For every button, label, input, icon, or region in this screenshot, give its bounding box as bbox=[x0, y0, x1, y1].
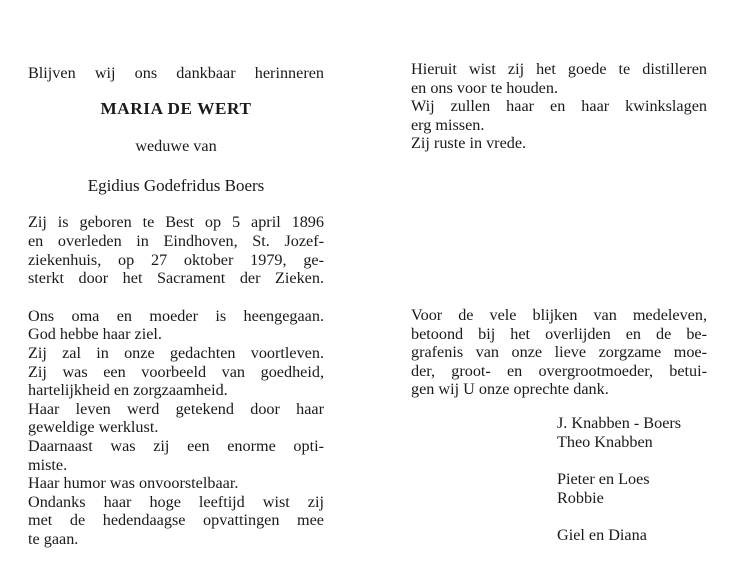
closing-line: en ons voor te houden. bbox=[411, 78, 559, 97]
bio-line: Zij is geboren te Best op 5 april 1896 bbox=[28, 213, 324, 232]
biography-paragraph bbox=[28, 213, 324, 287]
thanks-line: gen wij U onze oprechte dank. bbox=[411, 380, 609, 399]
signatures bbox=[557, 414, 717, 564]
signature-name: Giel en Diana bbox=[557, 526, 647, 545]
signature-group bbox=[557, 414, 717, 451]
memory-line: God hebbe haar ziel. bbox=[28, 325, 162, 344]
memory-line: Haar leven werd getekend door haar bbox=[28, 399, 324, 418]
thanks-line: Voor de vele blijken van medeleven, bbox=[411, 306, 707, 324]
closing-paragraph bbox=[411, 60, 707, 153]
memory-line: geweldige werklust. bbox=[28, 418, 159, 437]
thanks-line: der, groot- en overgrootmoeder, betui- bbox=[411, 361, 707, 380]
memory-line: Haar humor was onvoorstelbaar. bbox=[28, 474, 239, 493]
signature-name: Robbie bbox=[557, 488, 604, 507]
left-column bbox=[28, 60, 324, 548]
signature-name: J. Knabben - Boers bbox=[557, 414, 682, 432]
memory-line: Zij was een voorbeeld van goedheid, bbox=[28, 362, 324, 381]
memory-line: hartelijkheid en zorgzaamheid. bbox=[28, 381, 228, 400]
closing-line: Wij zullen haar en haar kwinkslagen bbox=[411, 97, 707, 116]
closing-line: erg missen. bbox=[411, 115, 485, 134]
bio-line: sterkt door het Sacrament der Zieken. bbox=[28, 269, 324, 288]
memory-line: met de hedendaagse opvattingen mee bbox=[28, 511, 324, 530]
bio-line: en overleden in Eindhoven, St. Jozef- bbox=[28, 231, 324, 250]
memory-line: Zij zal in onze gedachten voortleven. bbox=[28, 343, 324, 362]
thanks-paragraph bbox=[411, 306, 707, 399]
memory-line: Ondanks haar hoge leeftijd wist zij bbox=[28, 492, 324, 511]
closing-line: Zij ruste in vrede. bbox=[411, 134, 527, 153]
right-column bbox=[411, 60, 707, 545]
signature-name: Theo Knabben bbox=[557, 432, 653, 451]
signature-group bbox=[557, 470, 717, 507]
memory-line: te gaan. bbox=[28, 529, 79, 548]
closing-line: Hieruit wist zij het goede te distilleren bbox=[411, 60, 707, 78]
memory-line: Daarnaast was zij een enorme opti- bbox=[28, 436, 324, 455]
memories-paragraph bbox=[28, 307, 324, 549]
husband-name: Egidius Godefridus Boers bbox=[87, 175, 265, 195]
signature-name: Pieter en Loes bbox=[557, 470, 650, 489]
memory-line: Ons oma en moeder is heengegaan. bbox=[28, 306, 324, 325]
intro-line: Blijven wij ons dankbaar herinneren bbox=[28, 64, 324, 82]
signature-group bbox=[557, 526, 717, 545]
thanks-line: betoond bij het overlijden en de be- bbox=[411, 324, 707, 343]
memory-line: miste. bbox=[28, 455, 68, 474]
thanks-line: grafenis van onze lieve zorgzame moe- bbox=[411, 343, 707, 362]
deceased-name: MARIA DE WERT bbox=[100, 98, 252, 118]
widow-of-line: weduwe van bbox=[135, 137, 217, 156]
bio-line: ziekenhuis, op 27 oktober 1979, ge- bbox=[28, 250, 324, 269]
